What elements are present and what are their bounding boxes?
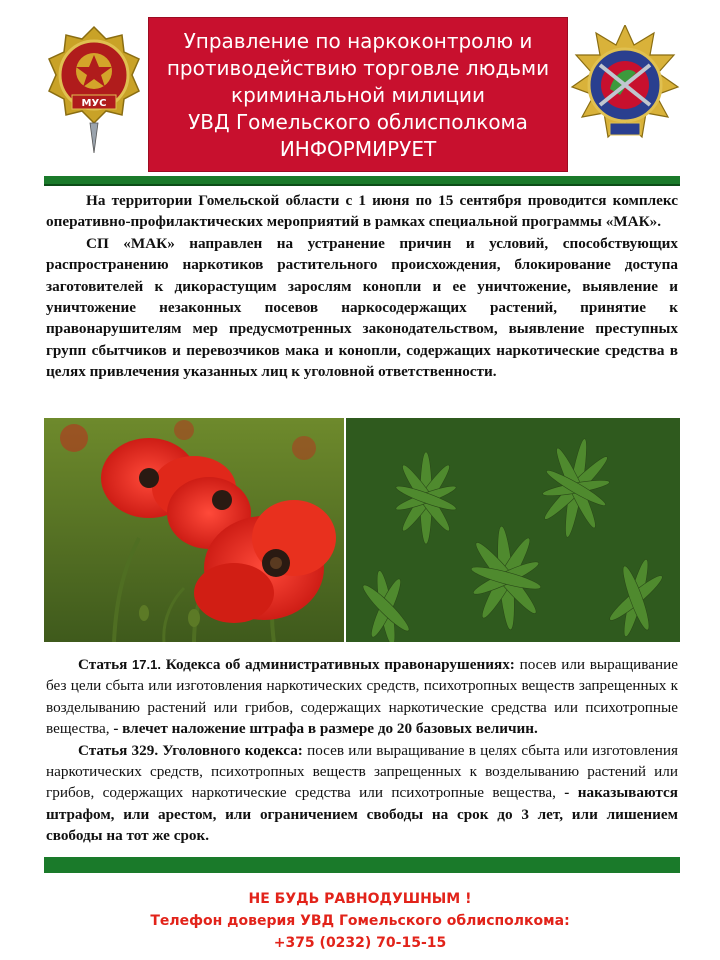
top-divider [44, 176, 680, 186]
article-criminal-penalty: - наказываются штрафом, или арестом, или ограничением свободы на срок до 3 лет, или лишением свободы на тот же срок. [46, 784, 678, 845]
header-line-5: ИНФОРМИРУЕТ [279, 137, 437, 161]
poppy-photo [44, 418, 344, 642]
intro-text [46, 190, 678, 383]
bottom-divider [44, 857, 680, 873]
article-criminal-code [46, 740, 678, 847]
law-articles [46, 654, 678, 847]
footer-slogan: НЕ БУДЬ РАВНОДУШНЫМ ! [248, 891, 472, 907]
article-admin-code [46, 654, 678, 740]
article-criminal-title: Статья 329. Уголовного кодекса: [78, 741, 303, 759]
article-criminal-text: посев или выращивание в целях сбыта или изготовления наркотических средств, психотропных веществ запрещенных к возделыванию растений или грибов, содержащих наркотические средства или психотропные вещества, [46, 741, 678, 802]
article-admin-text: посев или выращивание без цели сбыта или изготовления наркотических средств, психотропных веществ запрещенных к возделыванию растений или грибов, содержащих наркотические средства или психотропные вещества, [46, 656, 679, 738]
article-admin-title: Кодекса об административных правонарушениях: [165, 656, 515, 673]
cannabis-photo [346, 418, 680, 642]
footer-hotline-label: Телефон доверия УВД Гомельского облисполкома: [150, 913, 570, 929]
header-line-1: Управление по наркоконтролю и [183, 29, 533, 53]
mus-emblem-icon [44, 25, 144, 155]
footer-phone[interactable]: +375 (0232) 70-15-15 [273, 935, 447, 951]
header-line-4: УВД Гомельского облисполкома [188, 110, 528, 134]
header-line-2: противодействию торговле людьми [166, 56, 550, 80]
intro-paragraph-1: На территории Гомельской области с 1 июня по 15 сентября проводится комплекс оперативно-профилактических мероприятий в рамках специальной программы «МАК». [46, 192, 678, 231]
article-admin-penalty: - влечет наложение штрафа в размере до 20 базовых величин. [113, 720, 538, 738]
header-banner [148, 17, 568, 172]
article-admin-prefix: Статья [78, 656, 128, 673]
drug-control-emblem-icon [570, 25, 670, 155]
header-line-3: криминальной милиции [231, 83, 485, 107]
svg-text:МУС: МУС [81, 98, 107, 109]
article-admin-number: 17.1. [132, 657, 161, 672]
intro-paragraph-2: СП «МАК» направлен на устранение причин и условий, способствующих распространению наркотиков растительного происхождения, блокирование доступа заготовителей к дикорастущим зарослям конопли и ее уничтожение, выявление и уничтожение незаконных посевов наркосодержащих растений, принятие к правонарушителям мер предусмотренных законодательством, выявление преступных групп сбытчиков и перевозчиков мака и конопли, содержащих наркотические средства в целях привлечения указанных лиц к уголовной ответственности. [46, 234, 678, 381]
